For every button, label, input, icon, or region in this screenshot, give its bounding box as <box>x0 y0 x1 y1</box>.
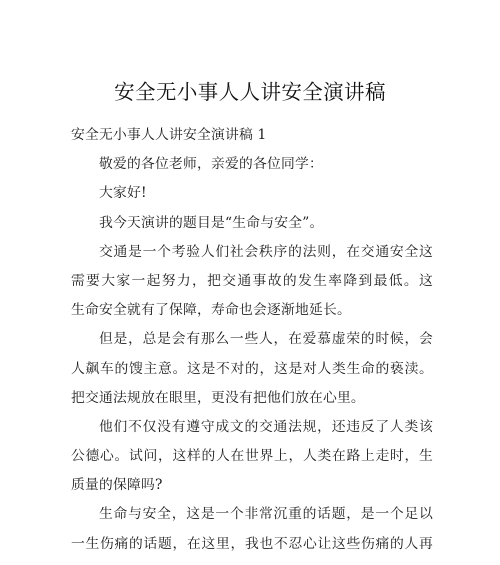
paragraph-line: 生命与安全，这是一个非常沉重的话题，是一个足以 <box>99 506 433 523</box>
document-body <box>71 121 433 565</box>
paragraph-line: 我今天演讲的题目是“生命与安全”。 <box>99 214 324 231</box>
paragraph-line: 把交通法规放在眼里，更没有把他们放在心里。 <box>71 389 365 406</box>
paragraph-line: 生命安全就有了保障，寿命也会逐渐地延长。 <box>71 302 351 319</box>
greeting: 大家好! <box>99 185 147 202</box>
section-heading: 安全无小事人人讲安全演讲稿 1 <box>71 127 267 143</box>
paragraph-line: 但是，总是会有那么一些人，在爱慕虚荣的时候，会 <box>99 331 433 348</box>
paragraph-line: 人飙车的馊主意。这是不对的，这是对人类生命的亵渎。 <box>71 360 433 377</box>
paragraph-line: 需要大家一起努力，把交通事故的发生率降到最低。这 <box>71 272 433 289</box>
paragraph-line: 一生伤痛的话题，在这里，我也不忍心让这些伤痛的人再 <box>71 535 433 552</box>
paragraph-line: 交通是一个考验人们社会秩序的法则，在交通安全这 <box>99 243 433 260</box>
paragraph-line: 质量的保障吗? <box>71 477 163 494</box>
paragraph-line: 公德心。试问，这样的人在世界上，人类在路上走时，生 <box>71 448 433 465</box>
document-title: 安全无小事人人讲安全演讲稿 <box>114 80 386 104</box>
salutation: 敬爱的各位老师，亲爱的各位同学： <box>99 156 323 173</box>
paragraph-line <box>71 559 433 565</box>
paragraph-line: 他们不仅没有遵守成文的交通法规，还违反了人类该 <box>99 418 433 435</box>
